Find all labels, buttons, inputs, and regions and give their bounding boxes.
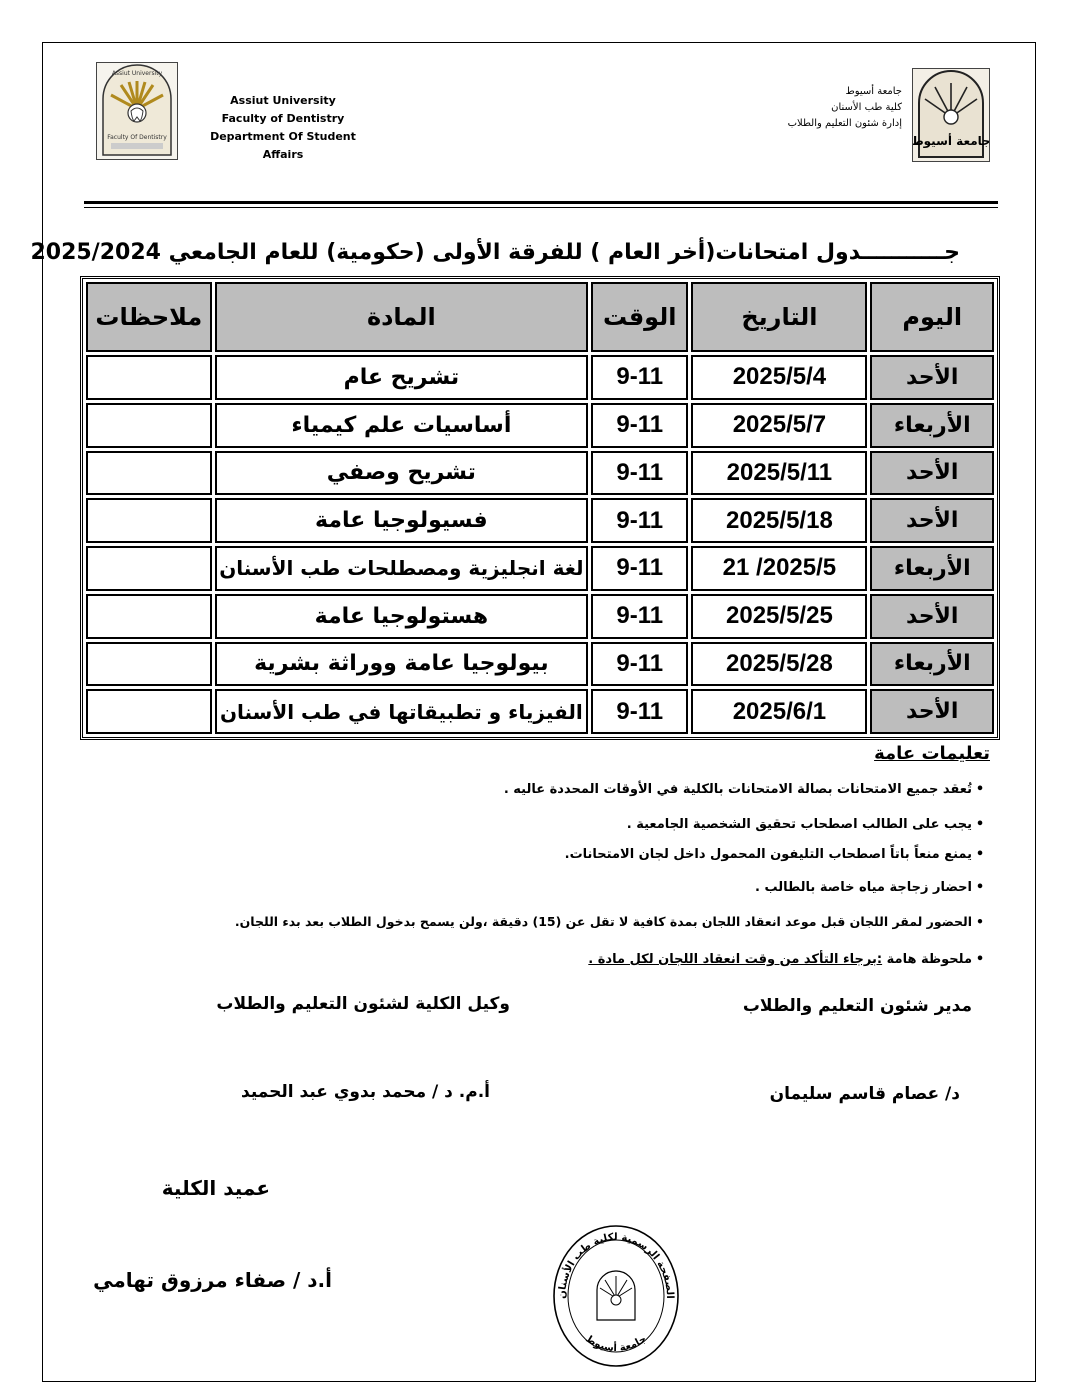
bullet-icon: •	[975, 952, 985, 967]
cell-date: 2025/5/25	[691, 594, 867, 639]
cell-notes	[86, 546, 212, 591]
page-title: جـــــــــــدول امتحانات(أخر العام ) للفرقة الأولى (حكومية) للعام الجامعي 2025/2024	[30, 240, 960, 265]
en-department: Department Of Student Affairs	[210, 130, 356, 161]
english-header	[188, 92, 378, 164]
cell-day: الأحد	[870, 689, 994, 734]
instruction-item: •يمنع منعاً باتاً اصطحاب التليفون المحمول داخل لجان الامتحانات.	[88, 847, 988, 862]
vice-dean-name: أ.م. د / محمد بدوي عبد الحميد	[241, 1082, 490, 1102]
cell-subject: تشريح وصفي	[215, 451, 589, 496]
table-header-row	[86, 282, 994, 352]
cell-time: 9-11	[591, 451, 688, 496]
cell-date: 2025/5/ 21	[691, 546, 867, 591]
table-row	[86, 403, 994, 448]
cell-day: الأربعاء	[870, 403, 994, 448]
cell-time: 9-11	[591, 546, 688, 591]
faculty-logo	[96, 62, 178, 160]
cell-day: الأحد	[870, 498, 994, 543]
vice-dean-title: وكيل الكلية لشئون التعليم والطلاب	[216, 994, 510, 1014]
bullet-icon: •	[976, 914, 984, 929]
cell-notes	[86, 594, 212, 639]
cell-time: 9-11	[591, 594, 688, 639]
header-rule-thick	[84, 201, 998, 204]
cell-subject: لغة انجليزية ومصطلحات طب الأسنان	[215, 546, 589, 591]
instruction-item: •يجب على الطالب اصطحاب تحقيق الشخصية الجامعية .	[88, 817, 988, 832]
cell-notes	[86, 451, 212, 496]
cell-notes	[86, 355, 212, 400]
exam-schedule-table	[80, 276, 1000, 740]
header-subject: المادة	[215, 282, 589, 352]
cell-date: 2025/5/18	[691, 498, 867, 543]
instruction-item: •تُعقد جميع الامتحانات بصالة الامتحانات بالكلية في الأوقات المحددة عاليه .	[88, 782, 988, 797]
table-row	[86, 689, 994, 734]
table-row	[86, 498, 994, 543]
arabic-header	[742, 84, 902, 132]
instructions-title: تعليمات عامة	[874, 743, 990, 764]
cell-day: الأحد	[870, 451, 994, 496]
instruction-item: •احضار زجاجة مياه خاصة بالطالب .	[88, 880, 988, 895]
cell-time: 9-11	[591, 355, 688, 400]
header-notes: ملاحظات	[86, 282, 212, 352]
cell-time: 9-11	[591, 498, 688, 543]
instruction-item: •الحضور لمقر اللجان قبل موعد انعقاد اللجان بمدة كافية لا تقل عن (15) دقيقة ،ولن يسمح بدخول الطلاب بعد بدء اللجان.	[88, 914, 988, 929]
svg-text:Faculty Of Dentistry: Faculty Of Dentistry	[107, 134, 167, 141]
ar-department: إدارة شئون التعليم والطلاب	[787, 118, 902, 129]
svg-text:جامعة أسيوط: جامعة أسيوط	[913, 134, 989, 148]
bullet-icon: •	[975, 880, 985, 895]
cell-subject: فسيولوجيا عامة	[215, 498, 589, 543]
dean-title: عميد الكلية	[161, 1176, 270, 1200]
cell-notes	[86, 689, 212, 734]
dean-name: أ.د / صفاء مرزوق تهامي	[93, 1268, 332, 1292]
cell-subject: هستولوجيا عامة	[215, 594, 589, 639]
en-faculty: Faculty of Dentistry	[221, 112, 345, 125]
note-label: ملحوظة هامة	[886, 952, 972, 967]
cell-date: 2025/5/7	[691, 403, 867, 448]
header-date: التاريخ	[691, 282, 867, 352]
cell-date: 2025/6/1	[691, 689, 867, 734]
header-time: الوقت	[591, 282, 688, 352]
director-title: مدير شئون التعليم والطلاب	[742, 996, 972, 1016]
cell-time: 9-11	[591, 689, 688, 734]
cell-day: الأربعاء	[870, 642, 994, 687]
cell-date: 2025/5/4	[691, 355, 867, 400]
university-logo	[912, 68, 990, 162]
table-row	[86, 451, 994, 496]
cell-notes	[86, 403, 212, 448]
cell-subject: تشريح عام	[215, 355, 589, 400]
bullet-icon: •	[975, 782, 985, 797]
cell-time: 9-11	[591, 403, 688, 448]
svg-text:Assiut University: Assiut University	[111, 70, 163, 77]
table-row	[86, 594, 994, 639]
note-text: :برجاء التأكد من وقت انعقاد اللجان لكل مادة .	[588, 952, 883, 967]
table-row	[86, 355, 994, 400]
cell-date: 2025/5/28	[691, 642, 867, 687]
ar-university: جامعة أسيوط	[845, 86, 902, 97]
svg-text:جامعة أسيوط: جامعة أسيوط	[583, 1333, 649, 1355]
cell-day: الأحد	[870, 594, 994, 639]
table-row	[86, 642, 994, 687]
cell-subject: الفيزياء و تطبيقاتها في طب الأسنان	[215, 689, 589, 734]
cell-time: 9-11	[591, 642, 688, 687]
bullet-icon: •	[975, 847, 985, 862]
cell-subject: أساسيات علم كيمياء	[215, 403, 589, 448]
cell-notes	[86, 642, 212, 687]
header-day: اليوم	[870, 282, 994, 352]
cell-day: الأربعاء	[870, 546, 994, 591]
cell-day: الأحد	[870, 355, 994, 400]
header-rule-thin	[84, 207, 998, 208]
important-note	[88, 952, 988, 967]
director-name: د/ عصام قاسم سليمان	[769, 1084, 960, 1104]
ar-faculty: كلية طب الأسنان	[831, 102, 902, 113]
cell-notes	[86, 498, 212, 543]
official-stamp	[551, 1220, 681, 1368]
table-row	[86, 546, 994, 591]
en-university: Assiut University	[230, 94, 336, 107]
cell-subject: بيولوجيا عامة ووراثة بشرية	[215, 642, 589, 687]
cell-date: 2025/5/11	[691, 451, 867, 496]
bullet-icon: •	[975, 817, 985, 832]
svg-text:الصفحة الرسمية لكلية طب الأسنا: الصفحة الرسمية لكلية طب الأسنان	[556, 1231, 676, 1300]
